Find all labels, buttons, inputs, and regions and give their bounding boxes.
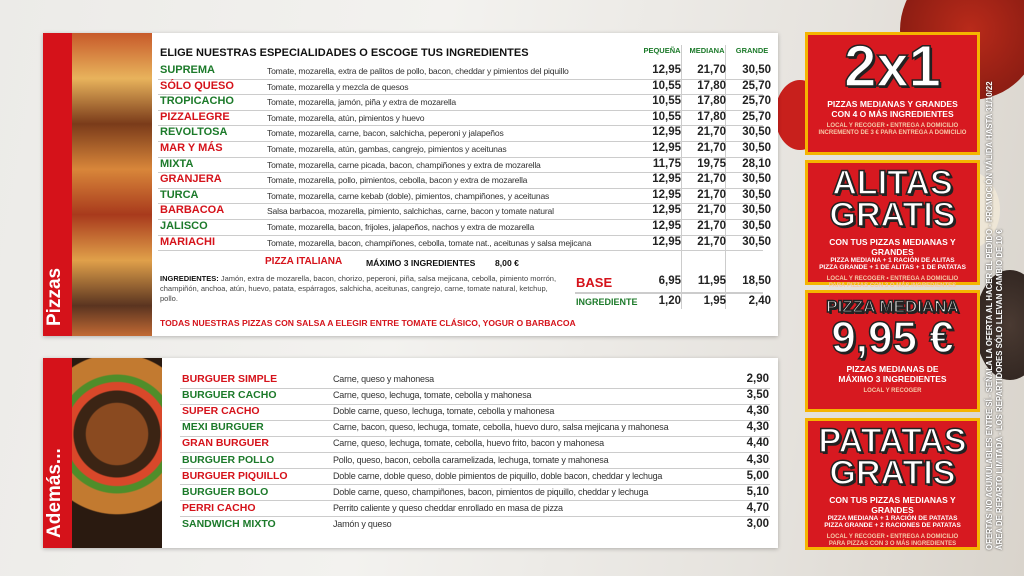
extra-item-description: Doble carne, queso, lechuga, tomate, cebolla y mahonesa — [333, 406, 555, 417]
extra-item-description: Jamón y queso — [333, 518, 392, 529]
pizza-name: SÓLO QUESO — [160, 79, 234, 92]
pizza-description: Tomate, mozarella, jamón, piña y extra de mozarella — [267, 97, 456, 108]
pizza-price: 21,70 — [697, 173, 726, 186]
row-divider — [180, 420, 770, 421]
pizza-photos — [72, 33, 152, 336]
pizza-price: 12,95 — [652, 204, 681, 217]
pizza-description: Tomate, mozarella y mezcla de quesos — [267, 81, 409, 92]
pizza-price: 25,70 — [742, 79, 771, 92]
extra-item-name: PERRI CACHO — [182, 501, 256, 514]
promo-condition-line: LOCAL Y RECOGER • ENTREGA A DOMICILIO — [826, 275, 959, 282]
pizza-description: Salsa barbacoa, mozarella, pimiento, salchichas, carne, bacon y tomate natural — [267, 206, 554, 217]
extra-item-price: 3,50 — [746, 389, 769, 402]
pizza-price: 30,50 — [742, 64, 771, 76]
size-header: MEDIANA — [689, 46, 725, 55]
ingredients-list — [160, 274, 565, 304]
promo-sub-line: CON 4 O MÁS INGREDIENTES — [831, 109, 954, 120]
pizza-name: REVOLTOSA — [160, 126, 228, 139]
pizza-price: 30,50 — [742, 204, 771, 217]
pizza-description: Tomate, mozarella, atún, gambas, cangrejo, pimientos y aceitunas — [267, 144, 507, 154]
row-divider — [575, 292, 763, 294]
promo-condition-line: PARA PIZZAS CON 3 O MÁS INGREDIENTES — [828, 540, 957, 547]
pizza-name: BARBACOA — [160, 204, 225, 217]
size-header: PEQUEÑA — [643, 46, 681, 55]
pizza-italiana-note: MÁXIMO 3 INGREDIENTES — [366, 258, 476, 268]
promo-sub-line: PIZZAS MEDIANAS DE — [846, 363, 939, 374]
promo-subtext — [808, 364, 977, 384]
extra-item-name: SANDWICH MIXTO — [182, 517, 276, 530]
extra-item-name: BURGUER PIQUILLO — [182, 469, 288, 482]
promo-conditions — [808, 534, 977, 548]
row-divider — [180, 484, 770, 485]
extra-item-name: BURGUER SIMPLE — [182, 373, 278, 385]
extra-item-price: 4,40 — [746, 437, 769, 450]
base-price: 11,95 — [697, 275, 726, 287]
promo-condition-line: INCREMENTO DE 3 € PARA ENTREGA A DOMICILIO — [818, 130, 967, 137]
pizza-italiana-price: 8,00 € — [495, 258, 519, 268]
promo-subtext — [808, 237, 977, 272]
pizza-name: SUPREMA — [160, 64, 216, 76]
base-label: BASE — [576, 275, 613, 290]
extra-item-description: Doble carne, doble queso, doble pimientos de piquillo, doble bacon, cheddar y lechuga — [333, 470, 663, 481]
pizza-description: Tomate, mozarella, carne picada, bacon, champiñones y extra de mozarella — [267, 159, 541, 170]
extra-item-description: Perrito caliente y queso cheddar enrollado en masa de pizza — [333, 502, 563, 513]
promo-headline: 9,95 € — [831, 313, 954, 363]
pizza-price: 11,75 — [652, 157, 681, 170]
column-divider — [681, 45, 682, 309]
pizza-name: JALISCO — [160, 220, 208, 232]
pizza-price: 12,95 — [652, 64, 681, 76]
pizza-description: Tomate, mozarella, bacon, champiñones, cebolla, tomate nat., aceitunas y salsa mejicana — [267, 237, 592, 248]
pizza-price: 10,55 — [652, 79, 681, 92]
pizza-price: 17,80 — [697, 110, 726, 123]
extra-item-name: BURGUER POLLO — [182, 453, 275, 466]
promo-headline: ALITAS — [832, 164, 953, 202]
pizza-name: MAR Y MÁS — [160, 142, 223, 154]
pizza-price: 21,70 — [697, 220, 726, 232]
pizza-heading: ELIGE NUESTRAS ESPECIALIDADES O ESCOGE TUS INGREDIENTES — [160, 47, 529, 59]
pizza-price: 21,70 — [697, 142, 726, 154]
pizza-price: 21,70 — [697, 188, 726, 201]
extra-item-price: 2,90 — [746, 373, 769, 385]
pizza-price: 30,50 — [742, 188, 771, 201]
extra-item-description: Carne, queso, lechuga, tomate, cebolla, huevo frito, bacon y mahonesa — [333, 438, 604, 449]
ingredient-price: 1,20 — [658, 295, 681, 307]
promo-conditions — [808, 123, 977, 137]
pizza-description: Tomate, mozarella, bacon, frijoles, jalapeños, nachos y extra de mozarella — [267, 222, 535, 232]
size-header: GRANDE — [735, 46, 769, 55]
pizza-price: 12,95 — [652, 142, 681, 154]
extra-item-description: Pollo, queso, bacon, cebolla caramelizada, lechuga, tomate y mahonesa — [333, 454, 609, 465]
extra-item-name: MEXI BURGUER — [182, 421, 264, 434]
promo-sub-line: PIZZAS MEDIANAS Y GRANDES — [827, 99, 958, 110]
pizza-price: 30,50 — [742, 220, 771, 232]
promo-headline: GRATIS — [829, 454, 956, 493]
promo-title: PIZZA MEDIANA — [826, 297, 959, 316]
ingredient-price: 1,95 — [703, 295, 726, 307]
promo-detail-line: PIZZA GRANDE + 2 RACIONES DE PATATAS — [824, 522, 961, 530]
pizza-name: TURCA — [160, 188, 199, 201]
promo-subtext — [808, 495, 977, 530]
ingredients-label: INGREDIENTES: — [160, 274, 219, 283]
extras-menu-card — [43, 358, 778, 548]
pizza-price: 12,95 — [652, 235, 681, 248]
promo-headline: 2x1 — [844, 34, 941, 99]
pizza-name: PIZZALEGRE — [160, 110, 230, 123]
pizza-name: GRANJERA — [160, 173, 222, 186]
pizzas-side-label: Pizzas — [43, 267, 65, 326]
pizza-price: 28,10 — [742, 157, 771, 170]
extras-side-label: Además... — [43, 448, 65, 538]
pizza-description: Tomate, mozarella, carne kebab (doble), pimientos, champiñones, y aceitunas — [267, 190, 550, 201]
pizza-price: 30,50 — [742, 142, 771, 154]
pizza-price: 10,55 — [652, 110, 681, 123]
pizzas-side-strip — [43, 33, 72, 336]
extra-item-price: 4,30 — [746, 453, 769, 466]
ingredient-label: INGREDIENTE — [576, 297, 638, 307]
sauce-note: TODAS NUESTRAS PIZZAS CON SALSA A ELEGIR ENTRE TOMATE CLÁSICO, YOGUR O BARBACOA — [160, 318, 576, 328]
pizza-price: 12,95 — [652, 126, 681, 139]
extra-item-name: GRAN BURGUER — [182, 437, 269, 450]
pizza-price: 21,70 — [697, 126, 726, 139]
promo-box-3 — [805, 290, 980, 412]
base-price: 6,95 — [658, 275, 681, 287]
base-price: 18,50 — [742, 275, 771, 287]
promo-sub-line: MÁXIMO 3 INGREDIENTES — [838, 373, 947, 384]
extra-item-price: 4,30 — [746, 421, 769, 434]
promo-condition-line: LOCAL Y RECOGER • ENTREGA A DOMICILIO — [826, 123, 959, 130]
pizza-price: 21,70 — [697, 64, 726, 76]
pizza-name: MIXTA — [160, 157, 194, 170]
promo-condition-line: LOCAL Y RECOGER — [863, 387, 922, 394]
pizza-price: 21,70 — [697, 204, 726, 217]
promo-detail-line: PIZZA GRANDE + 1 DE ALITAS + 1 DE PATATAS — [819, 264, 966, 272]
promo-conditions — [808, 276, 977, 290]
pizza-description: Tomate, mozarella, pollo, pimientos, cebolla, bacon y extra de mozarella — [267, 175, 528, 186]
promo-condition-line: LOCAL Y RECOGER • ENTREGA A DOMICILIO — [826, 533, 959, 540]
extra-item-price: 3,00 — [746, 517, 769, 530]
pizza-price: 25,70 — [742, 95, 771, 108]
pizza-price: 12,95 — [652, 220, 681, 232]
pizza-italiana-name: PIZZA ITALIANA — [265, 256, 343, 267]
pizza-description: Tomate, mozarella, atún, pimientos y huevo — [267, 112, 425, 123]
extra-item-name: SUPER CACHO — [182, 405, 260, 418]
pizza-price: 30,50 — [742, 235, 771, 248]
row-divider — [158, 250, 763, 251]
pizza-price: 17,80 — [697, 79, 726, 92]
row-divider — [180, 404, 770, 405]
pizza-price: 30,50 — [742, 173, 771, 186]
pizza-price: 12,95 — [652, 173, 681, 186]
promo-condition-line: PARA PIZZAS CON 3 O MÁS INGREDIENTES — [828, 282, 957, 289]
promo-headline: PATATAS — [818, 422, 967, 460]
extra-item-description: Carne, bacon, queso, lechuga, tomate, cebolla, huevo duro, salsa mejicana y mahonesa — [333, 422, 669, 433]
extra-item-price: 5,10 — [746, 485, 769, 498]
pizza-price: 30,50 — [742, 126, 771, 139]
promo-box-1 — [805, 32, 980, 155]
extra-item-description: Carne, queso, lechuga, tomate, cebolla y mahonesa — [333, 390, 532, 401]
pizza-price: 19,75 — [697, 157, 726, 170]
extra-item-price: 4,30 — [746, 405, 769, 418]
promo-sub-line: CON TUS PIZZAS MEDIANAS Y GRANDES — [829, 236, 956, 257]
pizza-menu-card — [43, 33, 778, 336]
pizza-name: TROPICACHO — [160, 95, 234, 108]
extra-item-description: Carne, queso y mahonesa — [333, 374, 434, 384]
promo-detail-line: PIZZA MEDIANA + 1 RACIÓN DE ALITAS — [830, 256, 955, 264]
row-divider — [180, 500, 770, 501]
extras-side-strip — [43, 358, 72, 548]
pizza-price: 17,80 — [697, 95, 726, 108]
extra-item-description: Doble carne, queso, champiñones, bacon, pimientos de piquillo, cheddar y lechuga — [333, 486, 649, 497]
pizza-price: 10,55 — [652, 95, 681, 108]
pizza-price: 25,70 — [742, 110, 771, 123]
pizza-description: Tomate, mozarella, extra de palitos de pollo, bacon, cheddar y pimientos del piquillo — [267, 66, 569, 76]
burger-photo — [72, 358, 162, 548]
extra-item-price: 4,70 — [746, 501, 769, 514]
extra-item-price: 5,00 — [746, 469, 769, 482]
extra-item-name: BURGUER BOLO — [182, 485, 269, 498]
promo-box-2 — [805, 160, 980, 289]
ingredient-price: 2,40 — [748, 295, 771, 307]
extra-item-name: BURGUER CACHO — [182, 389, 277, 402]
pizza-price: 21,70 — [697, 235, 726, 248]
promo-sub-line: CON TUS PIZZAS MEDIANAS Y GRANDES — [829, 494, 956, 515]
legal-line: OFERTAS NO ACUMULABLES ENTRE SÍ - SEÑALA LA OFERTA AL HACER EL PEDIDO - PROMOCIÓN VÁLIDA HASTA 31/10/22 — [985, 81, 994, 550]
promo-headline: GRATIS — [829, 196, 956, 235]
pizza-name: MARIACHI — [160, 235, 215, 248]
legal-notice — [985, 81, 1005, 550]
legal-line: ÁREA DE REPARTO LIMITADA - LOS REPARTIDORES SÓLO LLEVAN CAMBIO DE 10 € — [995, 229, 1004, 550]
promo-detail-line: PIZZA MEDIANA + 1 RACIÓN DE PATATAS — [827, 514, 958, 522]
promo-box-4 — [805, 418, 980, 550]
ingredients-text: Jamón, extra de mozarella, bacon, chorizo, peperoni, piña, salsa mejicana, cebolla, pimiento morrón, champiñón, anchoa, atún, huevo, patata, espárragos, salchicha, aceitunas, cangrejo, carne, tomate natural, ketchup, pollo. — [160, 274, 557, 303]
promo-subtext — [808, 99, 977, 119]
pizza-price: 12,95 — [652, 188, 681, 201]
promo-conditions — [808, 388, 977, 395]
pizza-description: Tomate, mozarella, carne, bacon, salchicha, peperoni y jalapeños — [267, 128, 504, 139]
